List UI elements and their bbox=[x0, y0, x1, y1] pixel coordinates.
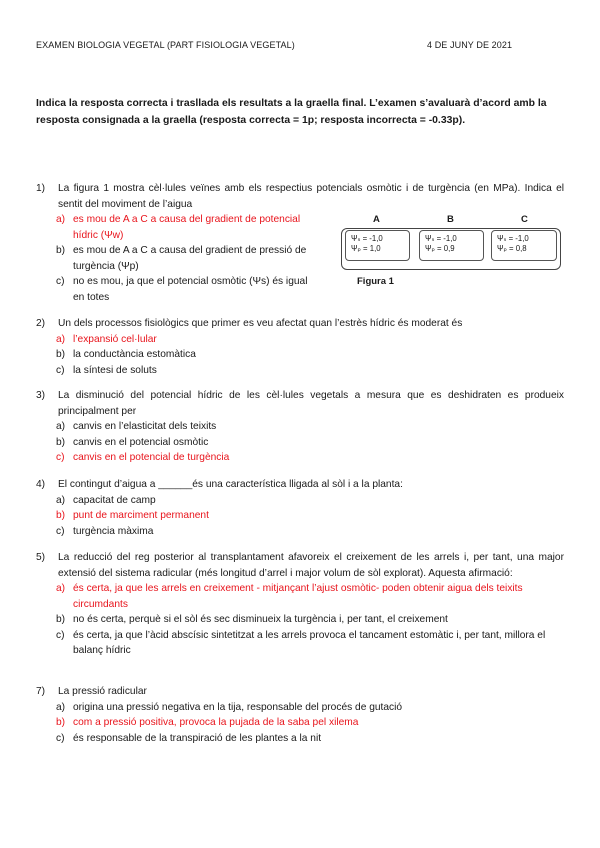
question-2 bbox=[36, 316, 564, 378]
option-text: és responsable de la transpiració de les plantes a la nit bbox=[73, 732, 322, 744]
cell-b-osmotic: Ψₛ = -1,0 bbox=[425, 234, 457, 243]
question-number: 7) bbox=[36, 686, 46, 697]
option-text: no es mou, ja que el potencial osmòtic (Ψs) és igual en totes bbox=[73, 276, 308, 303]
option-text: es mou de A a C a causa del gradient de pressió de turgència (Ψp) bbox=[73, 245, 307, 272]
option-a[interactable] bbox=[56, 493, 564, 509]
option-text: capacitat de camp bbox=[73, 494, 156, 506]
question-stem: Un dels processos fisiològics que primer es veu afectat quan l’estrès hídric és moderat és bbox=[58, 318, 463, 329]
question-stem: El contingut d’aigua a ______és una característica lligada al sòl i a la planta: bbox=[58, 479, 403, 490]
question-number: 4) bbox=[36, 479, 46, 490]
question-3 bbox=[36, 388, 564, 466]
exam-date: 4 DE JUNY DE 2021 bbox=[427, 40, 513, 50]
option-text: és certa, ja que l’àcid abscísic sintetitzat a les arrels provoca el tancament estomàtic i, per tant, millora el balanç hídric bbox=[73, 629, 546, 656]
option-text: punt de marciment permanent bbox=[73, 510, 209, 521]
question-number: 1) bbox=[36, 183, 46, 194]
option-b[interactable] bbox=[56, 508, 564, 524]
question-4 bbox=[36, 477, 564, 539]
option-c[interactable] bbox=[56, 628, 564, 659]
option-letter: a) bbox=[56, 214, 66, 225]
option-letter: a) bbox=[56, 583, 66, 594]
cell-a bbox=[345, 230, 410, 261]
option-text: l’expansió cel·lular bbox=[73, 333, 157, 345]
option-text: canvis en el potencial de turgència bbox=[73, 452, 230, 463]
option-a[interactable] bbox=[56, 332, 564, 348]
option-text: la conductància estomàtica bbox=[73, 349, 196, 360]
option-letter: a) bbox=[56, 494, 66, 506]
option-b[interactable] bbox=[56, 243, 314, 274]
option-text: es mou de A a C a causa del gradient de potencial hídric (Ψw) bbox=[73, 214, 301, 241]
cell-label-c: C bbox=[521, 214, 528, 225]
option-a[interactable] bbox=[56, 700, 564, 716]
option-letter: c) bbox=[56, 364, 65, 376]
option-a[interactable] bbox=[56, 212, 314, 243]
option-text: canvis en l’elasticitat dels teixits bbox=[73, 421, 217, 432]
cell-label-a: A bbox=[373, 214, 380, 225]
cell-c-turgor: Ψₚ = 0,8 bbox=[497, 243, 527, 253]
option-b[interactable] bbox=[56, 612, 564, 628]
option-letter: b) bbox=[56, 245, 66, 256]
option-text: canvis en el potencial osmòtic bbox=[73, 436, 209, 448]
cell-c-osmotic: Ψₛ = -1,0 bbox=[497, 234, 529, 243]
option-letter: b) bbox=[56, 510, 66, 521]
figure-caption: Figura 1 bbox=[357, 276, 394, 287]
option-c[interactable] bbox=[56, 363, 564, 379]
option-letter: b) bbox=[56, 349, 66, 360]
option-c[interactable] bbox=[56, 524, 564, 540]
cell-label-b: B bbox=[447, 214, 454, 225]
option-text: com a pressió positiva, provoca la pujada de la saba pel xilema bbox=[73, 717, 359, 728]
option-b[interactable] bbox=[56, 347, 564, 363]
question-stem: La figura 1 mostra cèl·lules veïnes amb els respectius potencials osmòtic i de turgència (en MPa). Indica el sentit del moviment de l’aigua bbox=[58, 183, 564, 210]
question-5 bbox=[36, 550, 564, 659]
option-letter: c) bbox=[56, 525, 65, 537]
cell-a-osmotic: Ψₛ = -1,0 bbox=[351, 234, 383, 243]
option-letter: b) bbox=[56, 614, 66, 625]
question-number: 3) bbox=[36, 390, 46, 401]
option-letter: a) bbox=[56, 333, 66, 345]
instructions: Indica la resposta correcta i trasllada els resultats a la graella final. L’examen s’avaluarà d’acord amb la resposta consignada a la graella (resposta correcta = 1p; resposta incorrecta = -0.33p). bbox=[36, 98, 547, 126]
option-c[interactable] bbox=[56, 731, 564, 747]
option-a[interactable] bbox=[56, 581, 564, 612]
question-stem: La disminució del potencial hídric de les cèl·lules vegetals a mesura que es deshidraten es produeix principalment per bbox=[58, 390, 564, 417]
option-letter: c) bbox=[56, 452, 65, 463]
option-letter: a) bbox=[56, 701, 66, 713]
option-text: origina una pressió negativa en la tija, responsable del procés de gutació bbox=[73, 701, 403, 713]
question-stem: La reducció del reg posterior al transplantament afavoreix el creixement de les arrels i, per tant, una major extensió del sistema radicular (més longitud d’arrel i major volum de sòl explorat). Aquesta afirmació: bbox=[58, 552, 564, 579]
option-text: és certa, ja que les arrels en creixement - mitjançant l’ajust osmòtic- poden obtenir aigua dels teixits circumdants bbox=[73, 583, 523, 610]
option-text: la síntesi de soluts bbox=[73, 364, 157, 376]
option-letter: b) bbox=[56, 717, 66, 728]
option-letter: c) bbox=[56, 276, 65, 287]
question-number: 2) bbox=[36, 318, 46, 329]
exam-title: EXAMEN BIOLOGIA VEGETAL (PART FISIOLOGIA VEGETAL) bbox=[36, 40, 295, 50]
option-text: no és certa, perquè si el sòl és sec disminueix la turgència i, per tant, el creixement bbox=[73, 614, 448, 625]
cell-b bbox=[419, 230, 484, 261]
question-7 bbox=[36, 684, 564, 746]
cell-a-turgor: Ψₚ = 1,0 bbox=[351, 243, 381, 253]
option-c[interactable] bbox=[56, 450, 564, 466]
option-a[interactable] bbox=[56, 419, 564, 435]
question-number: 5) bbox=[36, 552, 46, 563]
option-b[interactable] bbox=[56, 435, 564, 451]
option-letter: c) bbox=[56, 629, 65, 641]
question-stem: La pressió radicular bbox=[58, 686, 147, 697]
cell-c bbox=[491, 230, 557, 261]
cell-b-turgor: Ψₚ = 0,9 bbox=[425, 243, 455, 253]
option-c[interactable] bbox=[56, 274, 314, 305]
option-text: turgència màxima bbox=[73, 525, 154, 537]
option-b[interactable] bbox=[56, 715, 564, 731]
option-letter: b) bbox=[56, 436, 66, 448]
option-letter: a) bbox=[56, 421, 66, 432]
option-letter: c) bbox=[56, 732, 65, 744]
